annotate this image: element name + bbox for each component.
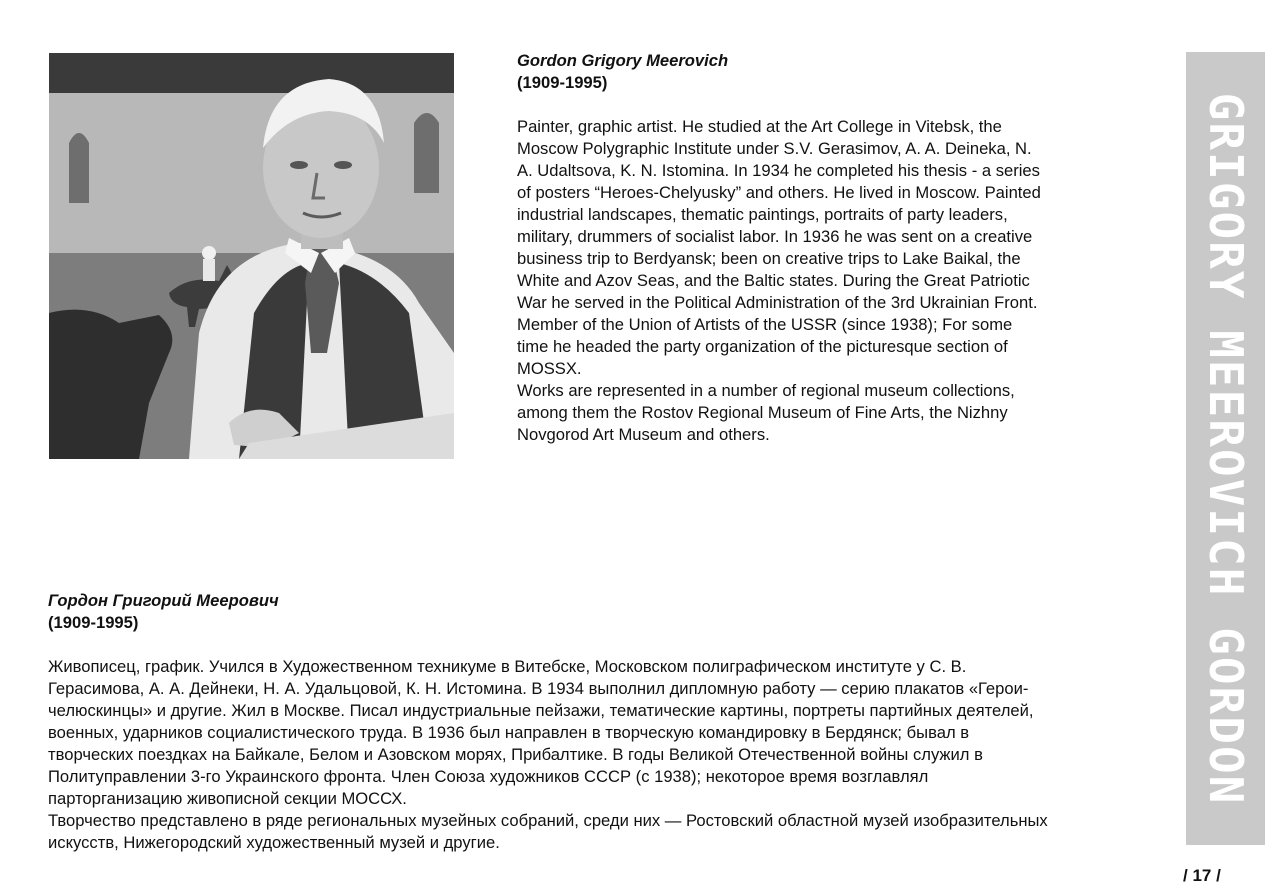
english-bio-paragraph: Painter, graphic artist. He studied at the Art College in Vitebsk, the Moscow Polygraphic Institute under S.V. Gerasimov, A. A. Deineka, N. A. Udaltsova, K. N. Istomina. In 1934 he completed his thesis - a series of posters “Heroes-Chelyusky” and others. He lived in Moscow. Painted industrial landscapes, thematic paintings, portraits of party leaders, military, drummers of socialist labor. In 1936 he was sent on a creative business trip to Berdyansk; been on creative trips to Lake Baikal, the White and Azov Seas, and the Baltic states. During the Great Patriotic War he served in the Political Administration of the 3rd Ukrainian Front. Member of the Union of Artists of the USSR (since 1938); For some time he headed the party organization of the picturesque section of MOSSX. xyxy=(517,117,1041,378)
english-biography-text xyxy=(517,116,1047,446)
artist-portrait-photo xyxy=(49,53,454,459)
english-artist-name: Gordon Grigory Meerovich xyxy=(517,51,729,70)
english-biography-block xyxy=(517,50,1047,446)
russian-biography-text xyxy=(48,656,1048,854)
side-title-band xyxy=(1186,52,1265,845)
english-artist-years: (1909-1995) xyxy=(517,73,608,92)
portrait-illustration xyxy=(49,53,454,459)
russian-bio-paragraph: Живописец, график. Учился в Художественном техникуме в Витебске, Московском полиграфическом институте у С. В. Герасимова, А. А. Дейнеки, Н. А. Удальцовой, К. Н. Истомина. В 1934 выполнил дипломную работу — серию плакатов «Герои-челюскинцы» и другие. Жил в Москве. Писал индустриальные пейзажи, тематические картины, портреты партийных деятелей, военных, ударников социалистического труда. В 1936 был направлен в творческую командировку в Бердянск; бывал в творческих поездках на Байкале, Белом и Азовском морях, Прибалтике. В годы Великой Отечественной войны служил в Политуправлении 3-го Украинского фронта. Член Союза художников СССР (с 1938); некоторое время возглавлял парторганизацию живописной секции МОССХ. xyxy=(48,657,1034,808)
side-title-text: GRIGORY MEEROVICH GORDON xyxy=(1198,92,1253,805)
russian-artist-years: (1909-1995) xyxy=(48,613,139,632)
russian-biography-block xyxy=(48,590,1048,854)
page-number: / 17 / xyxy=(1183,866,1221,885)
russian-bio-paragraph: Творчество представлено в ряде региональных музейных собраний, среди них — Ростовский областной музей изобразительных искусств, Нижегородский художественный музей и другие. xyxy=(48,811,1048,852)
english-bio-paragraph: Works are represented in a number of regional museum collections, among them the Rostov Regional Museum of Fine Arts, the Nizhny Novgorod Art Museum and others. xyxy=(517,381,1015,444)
russian-artist-name: Гордон Григорий Меерович xyxy=(48,591,279,610)
